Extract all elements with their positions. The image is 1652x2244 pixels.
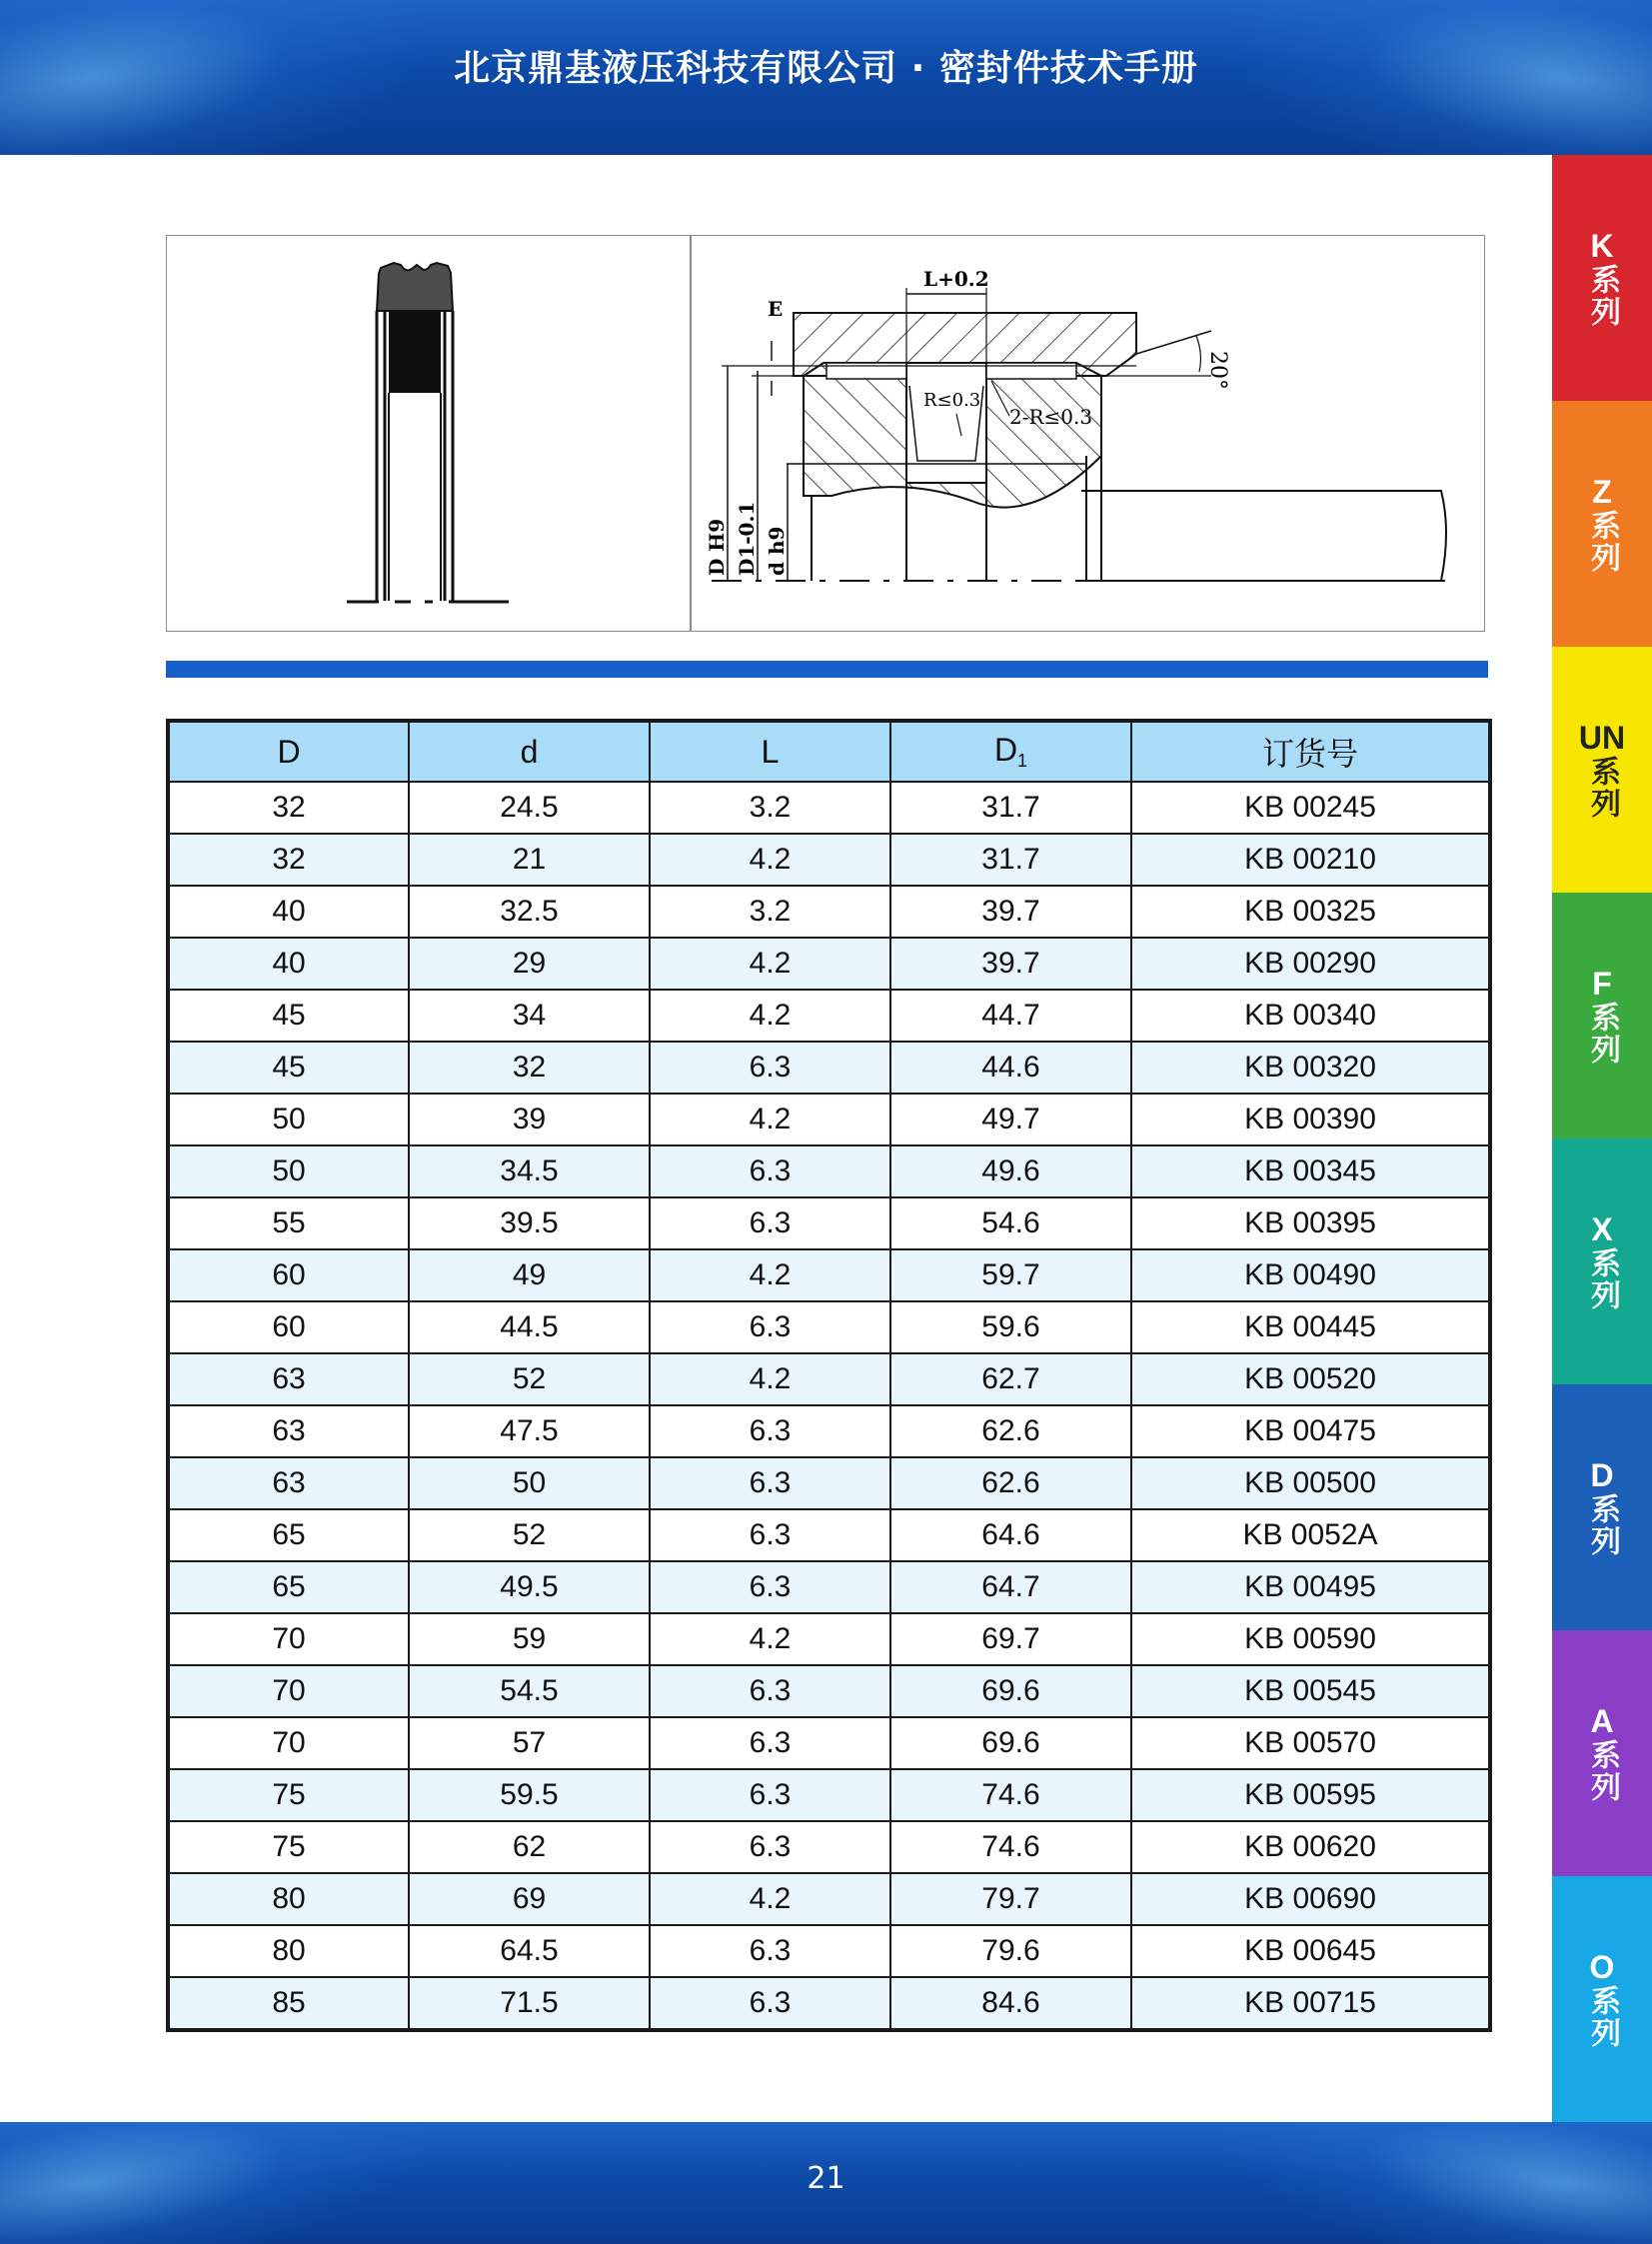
cell-order-number: KB 00340 xyxy=(1131,990,1490,1042)
series-tab-word: 系列 xyxy=(1585,510,1620,574)
cell-D: 63 xyxy=(168,1353,409,1405)
cell-D1: 69.7 xyxy=(890,1613,1131,1665)
cell-D1: 54.6 xyxy=(890,1197,1131,1249)
cell-L: 4.2 xyxy=(650,1094,890,1145)
cell-D: 60 xyxy=(168,1301,409,1353)
cell-order-number: KB 00590 xyxy=(1131,1613,1490,1665)
cell-order-number: KB 00245 xyxy=(1131,782,1490,834)
cell-D1: 64.6 xyxy=(890,1509,1131,1561)
cell-D1: 59.7 xyxy=(890,1249,1131,1301)
cell-d: 29 xyxy=(409,938,650,990)
cell-L: 4.2 xyxy=(650,834,890,886)
table-row xyxy=(168,1249,1490,1301)
series-tab-code: K xyxy=(1590,228,1614,264)
groove-installation-drawing xyxy=(692,236,1483,631)
cell-D1: 49.6 xyxy=(890,1145,1131,1197)
radius-label: R≤0.3 xyxy=(923,390,981,411)
cell-D1: 84.6 xyxy=(890,1977,1131,2030)
cell-D1: 31.7 xyxy=(890,782,1131,834)
cell-D: 80 xyxy=(168,1873,409,1925)
cell-d: 49.5 xyxy=(409,1561,650,1613)
cell-L: 6.3 xyxy=(650,1197,890,1249)
cell-L: 6.3 xyxy=(650,1509,890,1561)
table-header-row xyxy=(168,721,1490,782)
cell-L: 6.3 xyxy=(650,1301,890,1353)
cell-order-number: KB 00395 xyxy=(1131,1197,1490,1249)
cell-d: 57 xyxy=(409,1717,650,1769)
cell-D: 45 xyxy=(168,1042,409,1094)
cell-D1: 79.7 xyxy=(890,1873,1131,1925)
series-tab-code: A xyxy=(1590,1703,1614,1739)
cell-d: 39.5 xyxy=(409,1197,650,1249)
table-row xyxy=(168,1717,1490,1769)
series-tab-word: 系列 xyxy=(1585,1985,1620,2049)
series-tab-d[interactable] xyxy=(1552,1384,1652,1630)
cell-L: 6.3 xyxy=(650,1821,890,1873)
cell-d: 59 xyxy=(409,1613,650,1665)
cell-L: 6.3 xyxy=(650,1145,890,1197)
table-row xyxy=(168,782,1490,834)
cell-order-number: KB 00475 xyxy=(1131,1405,1490,1457)
cell-D: 40 xyxy=(168,938,409,990)
series-tab-un[interactable] xyxy=(1552,647,1652,893)
cell-order-number: KB 00595 xyxy=(1131,1769,1490,1821)
table-row xyxy=(168,1197,1490,1249)
cell-order-number: KB 00620 xyxy=(1131,1821,1490,1873)
table-row xyxy=(168,1457,1490,1509)
cell-D1: 62.6 xyxy=(890,1457,1131,1509)
seal-cross-section xyxy=(167,236,687,631)
table-row xyxy=(168,834,1490,886)
cell-D: 75 xyxy=(168,1821,409,1873)
header-title: 北京鼎基液压科技有限公司 · 密封件技术手册 xyxy=(454,48,1198,89)
cell-L: 6.3 xyxy=(650,1405,890,1457)
cell-D: 50 xyxy=(168,1094,409,1145)
table-row xyxy=(168,1769,1490,1821)
size-table xyxy=(166,719,1492,2032)
cell-d: 59.5 xyxy=(409,1769,650,1821)
cell-order-number: KB 0052A xyxy=(1131,1509,1490,1561)
cell-order-number: KB 00290 xyxy=(1131,938,1490,990)
cell-order-number: KB 00495 xyxy=(1131,1561,1490,1613)
table-row xyxy=(168,1353,1490,1405)
cell-L: 3.2 xyxy=(650,886,890,938)
cell-d: 64.5 xyxy=(409,1925,650,1977)
bore-label: D H9 xyxy=(705,518,729,576)
table-row xyxy=(168,1925,1490,1977)
header-order-number: 订货号 xyxy=(1131,721,1490,782)
table-row xyxy=(168,1613,1490,1665)
cell-L: 4.2 xyxy=(650,1613,890,1665)
cell-L: 4.2 xyxy=(650,990,890,1042)
table-row xyxy=(168,1665,1490,1717)
series-tabs xyxy=(1552,155,1652,2122)
cell-D1: 44.7 xyxy=(890,990,1131,1042)
cell-D1: 74.6 xyxy=(890,1821,1131,1873)
section-divider-bar xyxy=(166,661,1488,678)
cell-D: 63 xyxy=(168,1405,409,1457)
series-tab-word: 系列 xyxy=(1585,1739,1620,1803)
table-row xyxy=(168,1094,1490,1145)
series-tab-word: 系列 xyxy=(1585,264,1620,328)
header-D1-main: D xyxy=(993,732,1018,768)
cell-d: 71.5 xyxy=(409,1977,650,2030)
cell-D1: 39.7 xyxy=(890,938,1131,990)
series-tab-word: 系列 xyxy=(1585,1002,1620,1066)
cell-d: 32.5 xyxy=(409,886,650,938)
table-row xyxy=(168,1873,1490,1925)
cell-D: 32 xyxy=(168,834,409,886)
series-tab-word: 系列 xyxy=(1585,756,1620,820)
table-body xyxy=(168,782,1490,2030)
cell-d: 47.5 xyxy=(409,1405,650,1457)
cell-D: 65 xyxy=(168,1561,409,1613)
cell-D: 55 xyxy=(168,1197,409,1249)
cell-order-number: KB 00500 xyxy=(1131,1457,1490,1509)
cell-order-number: KB 00570 xyxy=(1131,1717,1490,1769)
cell-d: 24.5 xyxy=(409,782,650,834)
cell-order-number: KB 00645 xyxy=(1131,1925,1490,1977)
cell-order-number: KB 00520 xyxy=(1131,1353,1490,1405)
header-D1 xyxy=(890,721,1131,782)
cell-order-number: KB 00690 xyxy=(1131,1873,1490,1925)
cell-order-number: KB 00210 xyxy=(1131,834,1490,886)
cell-d: 39 xyxy=(409,1094,650,1145)
cell-d: 32 xyxy=(409,1042,650,1094)
cell-L: 6.3 xyxy=(650,1925,890,1977)
cell-d: 52 xyxy=(409,1509,650,1561)
cell-order-number: KB 00545 xyxy=(1131,1665,1490,1717)
cell-L: 4.2 xyxy=(650,1873,890,1925)
cell-D: 70 xyxy=(168,1613,409,1665)
cell-order-number: KB 00390 xyxy=(1131,1094,1490,1145)
series-tab-code: D xyxy=(1590,1457,1614,1493)
groove-diameter-label: D1-0.1 xyxy=(735,501,759,576)
cell-d: 44.5 xyxy=(409,1301,650,1353)
page-number: 21 xyxy=(807,2161,845,2196)
cell-D: 32 xyxy=(168,782,409,834)
series-tab-code: F xyxy=(1592,966,1612,1002)
cell-D1: 31.7 xyxy=(890,834,1131,886)
cell-L: 6.3 xyxy=(650,1042,890,1094)
cell-D1: 49.7 xyxy=(890,1094,1131,1145)
angle-label: 20° xyxy=(1205,351,1230,390)
series-tab-z[interactable] xyxy=(1552,401,1652,647)
cell-D: 80 xyxy=(168,1925,409,1977)
header-D1-sub: 1 xyxy=(1017,751,1028,771)
cell-D1: 62.6 xyxy=(890,1405,1131,1457)
cell-D: 70 xyxy=(168,1717,409,1769)
cell-D1: 44.6 xyxy=(890,1042,1131,1094)
series-tab-word: 系列 xyxy=(1585,1493,1620,1557)
cell-L: 6.3 xyxy=(650,1665,890,1717)
cell-D: 85 xyxy=(168,1977,409,2030)
series-tab-code: UN xyxy=(1578,720,1626,756)
table-row xyxy=(168,886,1490,938)
series-tab-f[interactable] xyxy=(1552,893,1652,1138)
cell-D1: 69.6 xyxy=(890,1717,1131,1769)
cell-order-number: KB 00445 xyxy=(1131,1301,1490,1353)
table-row xyxy=(168,938,1490,990)
cell-L: 6.3 xyxy=(650,1769,890,1821)
cell-D1: 69.6 xyxy=(890,1665,1131,1717)
cell-D: 70 xyxy=(168,1665,409,1717)
cell-D1: 59.6 xyxy=(890,1301,1131,1353)
technical-drawing xyxy=(166,235,1485,632)
header-d: d xyxy=(409,721,650,782)
table-row xyxy=(168,1821,1490,1873)
seal-core xyxy=(389,311,441,393)
cell-D: 63 xyxy=(168,1457,409,1509)
series-tab-o[interactable] xyxy=(1552,1876,1652,2122)
table-row xyxy=(168,1405,1490,1457)
seal-lip xyxy=(377,263,453,311)
series-tab-k[interactable] xyxy=(1552,155,1652,401)
cell-D: 60 xyxy=(168,1249,409,1301)
cell-D: 75 xyxy=(168,1769,409,1821)
table-row xyxy=(168,1145,1490,1197)
cell-D1: 74.6 xyxy=(890,1769,1131,1821)
cell-order-number: KB 00320 xyxy=(1131,1042,1490,1094)
cell-D1: 64.7 xyxy=(890,1561,1131,1613)
table-row xyxy=(168,1301,1490,1353)
cell-L: 3.2 xyxy=(650,782,890,834)
rod xyxy=(1081,491,1446,581)
table-row xyxy=(168,1561,1490,1613)
cell-L: 4.2 xyxy=(650,1353,890,1405)
cell-d: 34 xyxy=(409,990,650,1042)
header-L: L xyxy=(650,721,890,782)
cell-L: 6.3 xyxy=(650,1977,890,2030)
series-tab-word: 系列 xyxy=(1585,1247,1620,1311)
cell-d: 62 xyxy=(409,1821,650,1873)
rod-label: d h9 xyxy=(765,526,789,576)
cell-D1: 79.6 xyxy=(890,1925,1131,1977)
cell-d: 21 xyxy=(409,834,650,886)
series-tab-x[interactable] xyxy=(1552,1138,1652,1384)
series-tab-code: Z xyxy=(1592,474,1612,510)
cell-order-number: KB 00325 xyxy=(1131,886,1490,938)
cell-d: 49 xyxy=(409,1249,650,1301)
cell-L: 6.3 xyxy=(650,1561,890,1613)
cell-L: 6.3 xyxy=(650,1457,890,1509)
table-row xyxy=(168,1509,1490,1561)
width-label: L+0.2 xyxy=(923,267,989,291)
cell-d: 54.5 xyxy=(409,1665,650,1717)
cell-D: 45 xyxy=(168,990,409,1042)
table-row xyxy=(168,1042,1490,1094)
cell-D: 40 xyxy=(168,886,409,938)
series-tab-a[interactable] xyxy=(1552,1630,1652,1876)
radius-2-label: 2-R≤0.3 xyxy=(1009,405,1093,429)
cell-L: 6.3 xyxy=(650,1717,890,1769)
cell-d: 52 xyxy=(409,1353,650,1405)
series-tab-code: O xyxy=(1589,1949,1615,1985)
cell-order-number: KB 00490 xyxy=(1131,1249,1490,1301)
cell-order-number: KB 00715 xyxy=(1131,1977,1490,2030)
cell-d: 34.5 xyxy=(409,1145,650,1197)
gap-label: E xyxy=(768,297,784,321)
cell-L: 4.2 xyxy=(650,938,890,990)
series-tab-code: X xyxy=(1591,1211,1613,1247)
header-D: D xyxy=(168,721,409,782)
cell-order-number: KB 00345 xyxy=(1131,1145,1490,1197)
cell-D1: 62.7 xyxy=(890,1353,1131,1405)
cell-L: 4.2 xyxy=(650,1249,890,1301)
table-row xyxy=(168,990,1490,1042)
cell-D: 65 xyxy=(168,1509,409,1561)
cell-d: 50 xyxy=(409,1457,650,1509)
cell-d: 69 xyxy=(409,1873,650,1925)
cell-D: 50 xyxy=(168,1145,409,1197)
table-row xyxy=(168,1977,1490,2030)
cell-D1: 39.7 xyxy=(890,886,1131,938)
